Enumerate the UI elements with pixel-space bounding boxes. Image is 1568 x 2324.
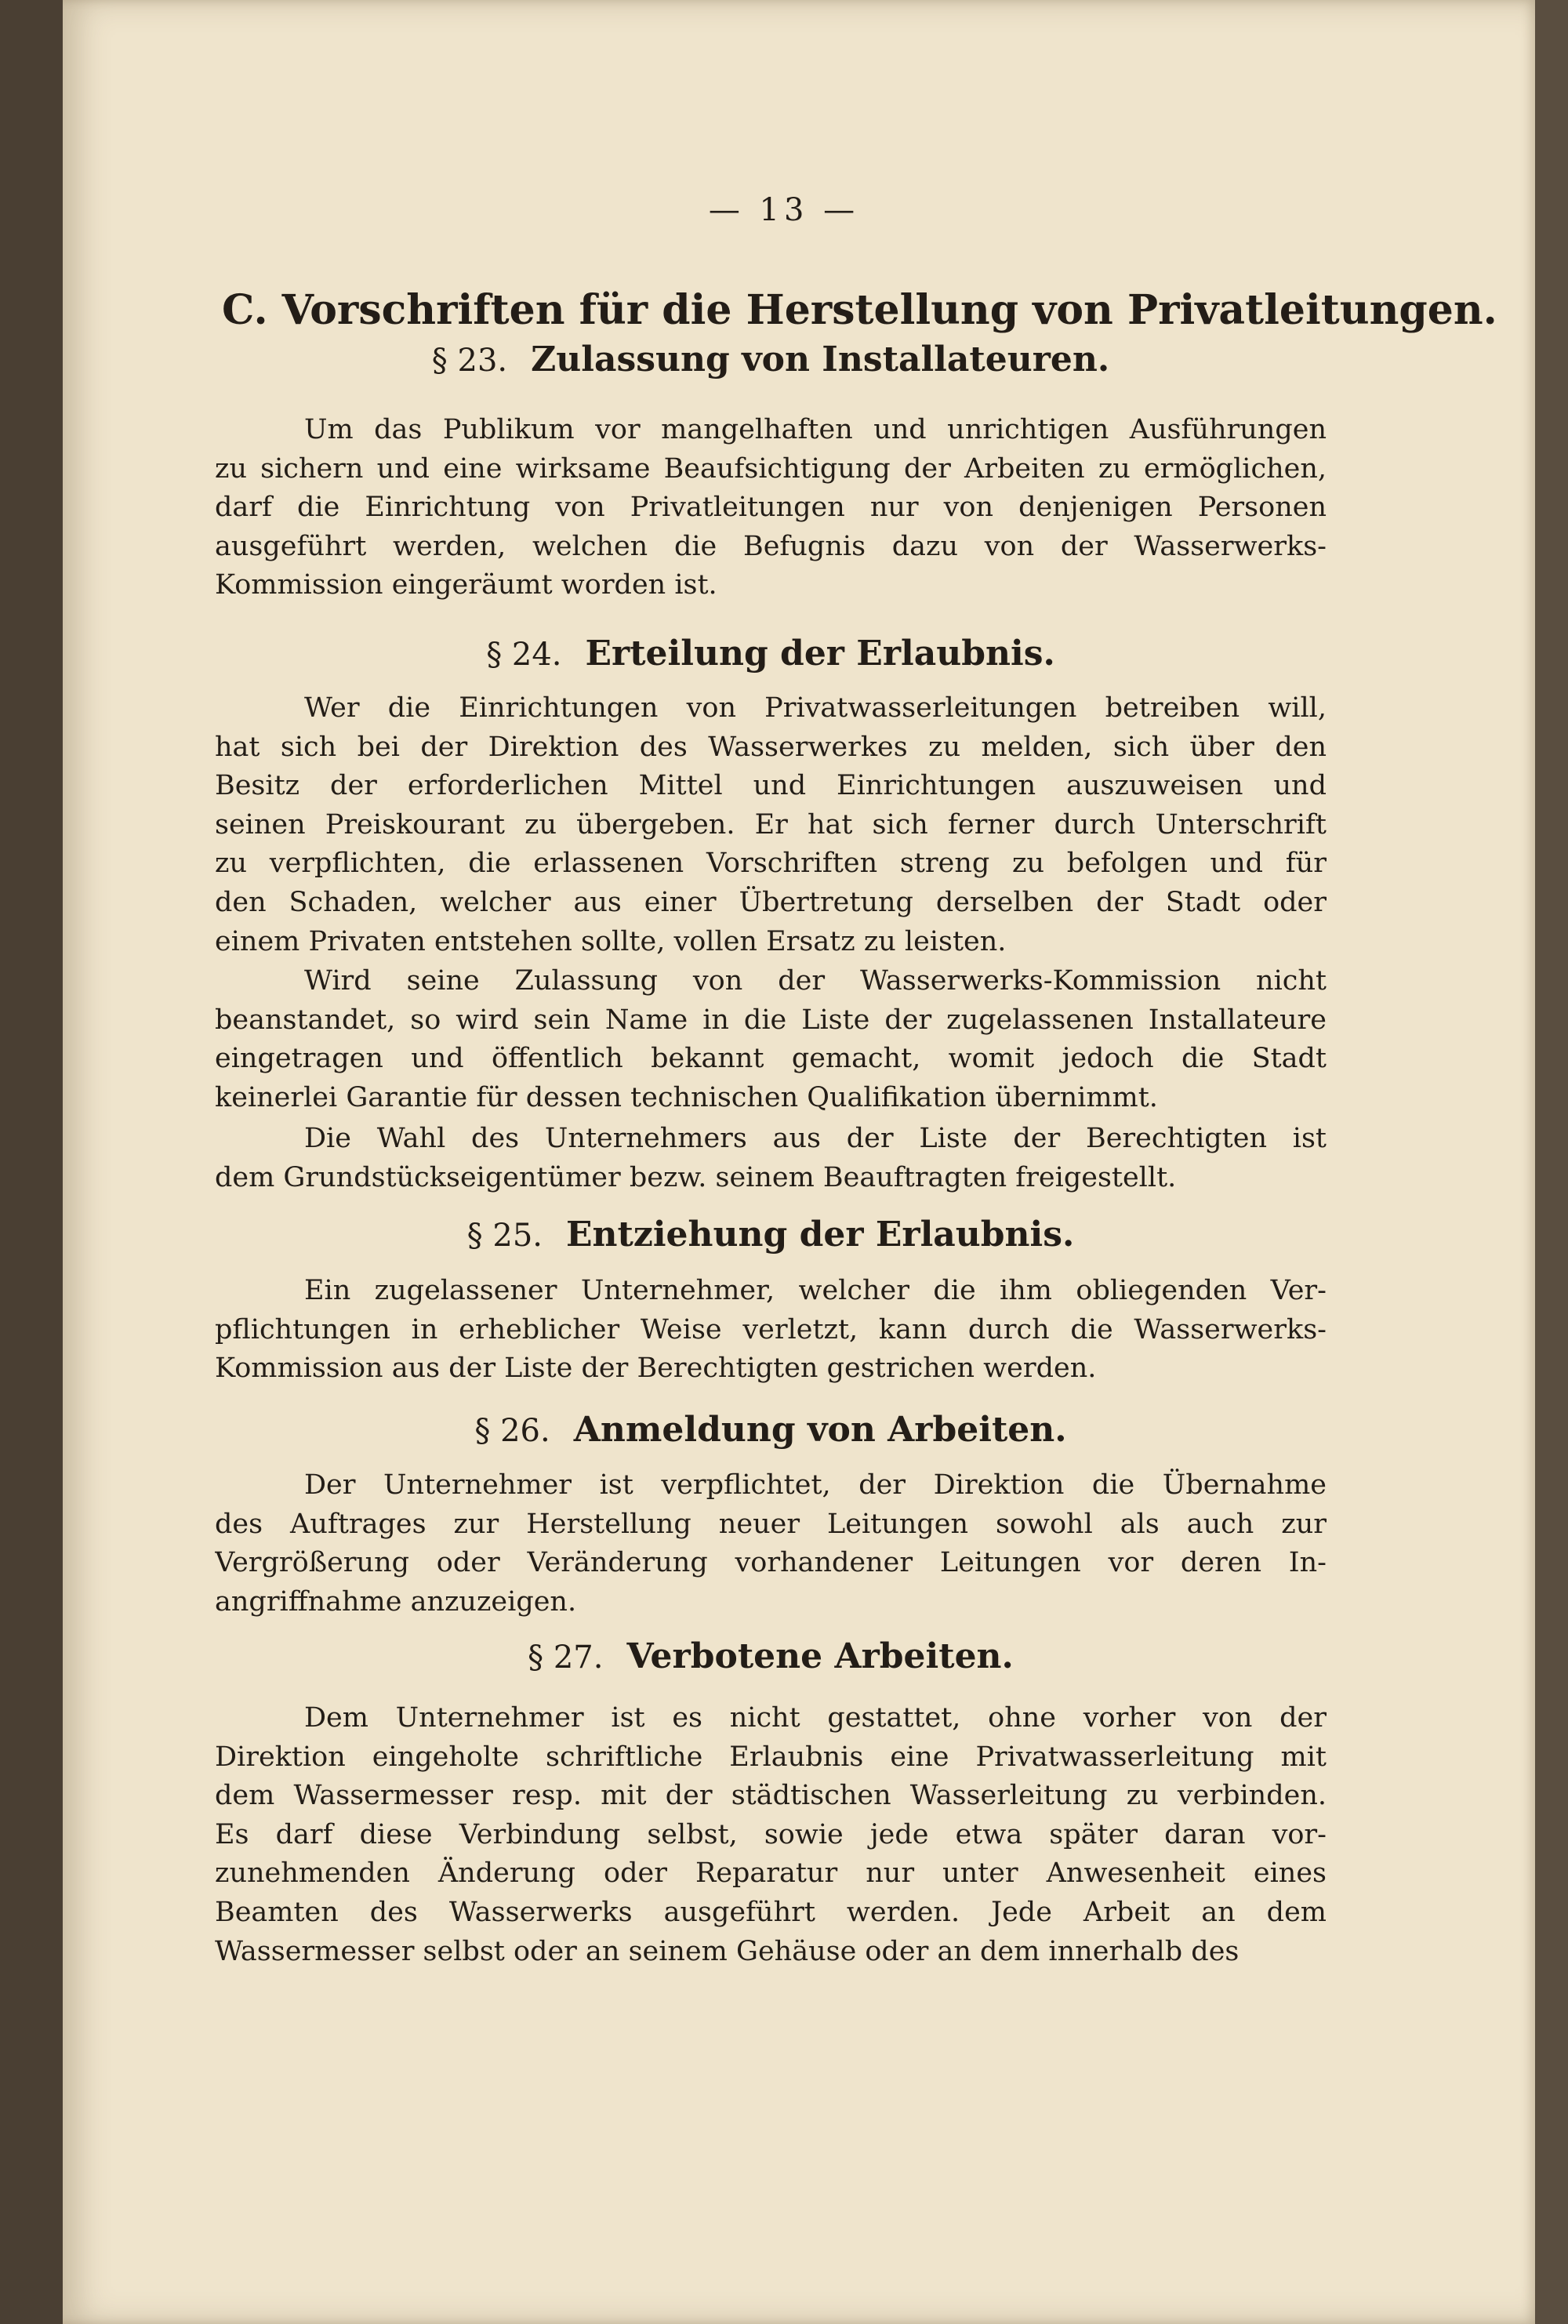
text-line: Vergrößerung oder Veränderung vorhandener Leitungen vor deren In- [215,1547,1327,1579]
text-line: dem Wassermesser resp. mit der städtischen Wasserleitung zu verbinden. [215,1780,1327,1812]
text-line: den Schaden, welcher aus einer Übertretung derselben der Stadt oder [215,887,1327,918]
text-line: Wassermesser selbst oder an seinem Gehäuse oder an dem innerhalb des [215,1935,1240,1967]
text-line: keinerlei Garantie für dessen technischen Qualifikation übernimmt. [215,1081,1158,1113]
text-line: seinen Preiskourant zu übergeben. Er hat sich ferner durch Unterschrift [215,808,1327,841]
section-heading [215,634,1327,674]
section-heading [215,1411,1327,1450]
text-line: zu sichern und eine wirksame Beaufsichtigung der Arbeiten zu ermöglichen, [215,452,1327,485]
text-line: Um das Publikum vor mangelhaften und unrichtigen Ausführungen [304,414,1327,445]
text-line: Dem Unternehmer ist es nicht gestattet, ohne vorher von der [304,1702,1327,1734]
text-line: angriffnahme anzuzeigen. [215,1585,577,1618]
text-line: zu verpflichten, die erlassenen Vorschriften streng zu befolgen und für [215,848,1327,880]
text-line: Kommission eingeräumt worden ist. [215,569,717,601]
section-heading [215,1215,1327,1255]
section-number: § 23. [431,343,508,379]
text-line: Wer die Einrichtungen von Privatwasserleitungen betreiben will, [304,692,1327,724]
text-line: Die Wahl des Unternehmers aus der Liste der Berechtigten ist [304,1123,1327,1154]
text-line: darf die Einrichtung von Privatleitungen nur von denjenigen Personen [215,492,1327,524]
chapter-title: C. Vorschriften für die Herstellung von Privatleitungen. [222,286,1497,334]
text-line: Ein zugelassener Unternehmer, welcher die ihm obliegenden Ver- [304,1275,1327,1306]
section-title: Verbotene Arbeiten. [626,1636,1014,1676]
text-line: Kommission aus der Liste der Berechtigten gestrichen werden. [215,1353,1097,1385]
text-line: Direktion eingeholte schriftliche Erlaubnis eine Privatwasserleitung mit [215,1741,1327,1773]
text-line: Besitz der erforderlichen Mittel und Einrichtungen auszuweisen und [215,770,1327,802]
text-line: Beamten des Wasserwerks ausgeführt werden. Jede Arbeit an dem [215,1897,1327,1928]
text-line: Es darf diese Verbindung selbst, sowie jede etwa später daran vor- [215,1818,1327,1850]
section-title: Anmeldung von Arbeiten. [573,1410,1067,1450]
text-line: zunehmenden Änderung oder Reparatur nur unter Anwesenheit eines [215,1857,1327,1890]
text-line: pflichtungen in erheblicher Weise verletzt, kann durch die Wasserwerks- [215,1313,1327,1345]
text-line: Der Unternehmer ist verpflichtet, der Direktion die Übernahme [304,1469,1327,1501]
page-number: — 13 — [708,192,860,228]
section-number: § 26. [474,1413,550,1449]
section-title: Entziehung der Erlaubnis. [565,1215,1075,1255]
section-number: § 27. [528,1640,604,1676]
section-number: § 25. [466,1218,543,1254]
text-line: eingetragen und öffentlich bekannt gemacht, womit jedoch die Stadt [215,1043,1327,1075]
section-heading [215,340,1327,379]
page-edge [1535,0,1568,2324]
section-title: Zulassung von Installateuren. [531,340,1110,379]
text-line: beanstandet, so wird sein Name in die Liste der zugelassenen Installateure [215,1004,1327,1036]
section-number: § 24. [486,637,562,673]
text-line: ausgeführt werden, welchen die Befugnis dazu von der Wasserwerks- [215,530,1327,562]
section-heading [215,1637,1327,1676]
text-line: des Auftrages zur Herstellung neuer Leitungen sowohl als auch zur [215,1508,1327,1540]
text-line: Wird seine Zulassung von der Wasserwerks-Kommission nicht [304,965,1327,997]
text-line: hat sich bei der Direktion des Wasserwerkes zu melden, sich über den [215,731,1327,763]
text-line: dem Grundstückseigentümer bezw. seinem Beauftragten freigestellt. [215,1161,1177,1193]
text-line: einem Privaten entstehen sollte, vollen Ersatz zu leisten. [215,925,1007,957]
section-title: Erteilung der Erlaubnis. [585,634,1055,674]
